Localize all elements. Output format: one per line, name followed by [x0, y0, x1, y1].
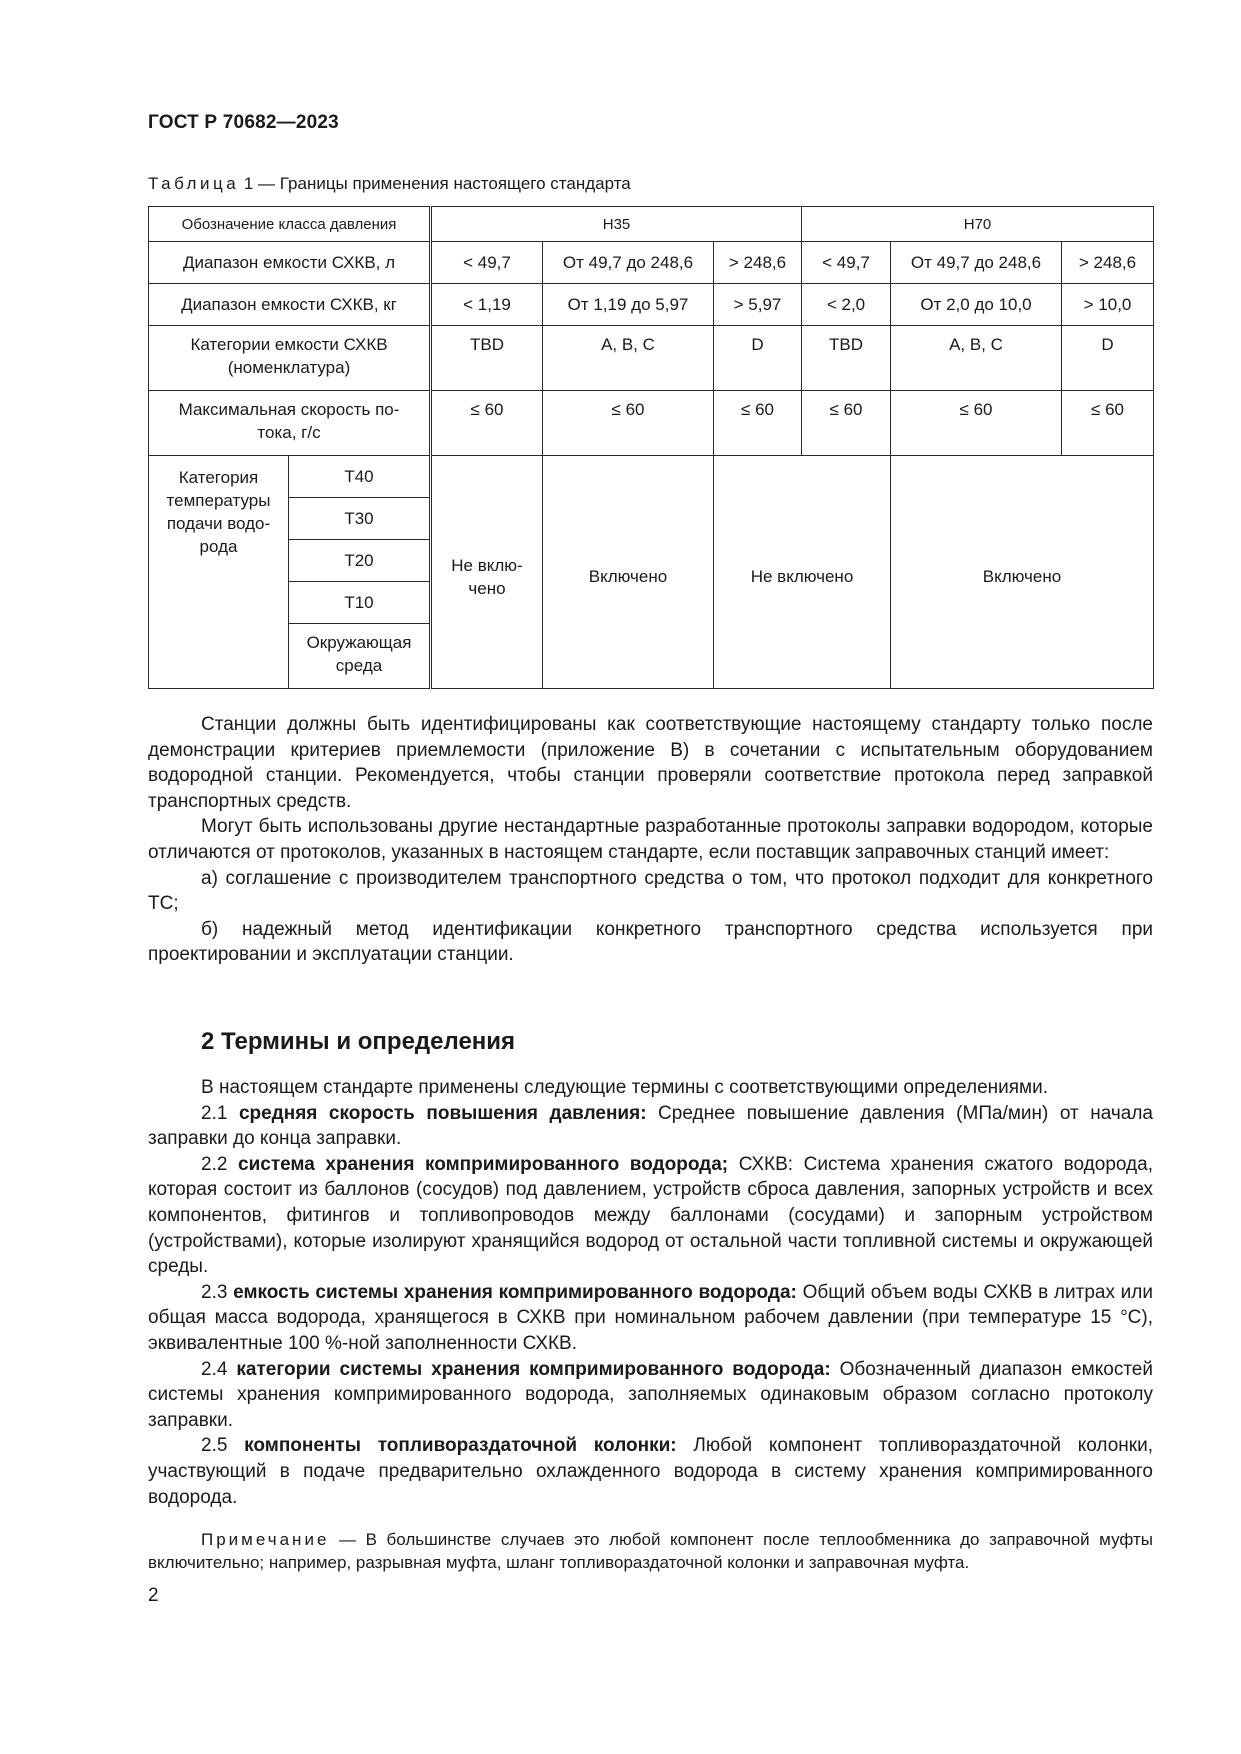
temp-category-ambient: [289, 624, 431, 689]
table-cell: D: [1062, 326, 1154, 391]
table-cell: < 49,7: [802, 242, 891, 284]
table-cell: ≤ 60: [891, 391, 1062, 456]
term-number: 2.3: [201, 1281, 234, 1303]
table-cell: > 10,0: [1062, 284, 1154, 326]
list-item: б) надежный метод идентификации конкретного транспортного средства используется при проектировании и эксплуатации станции.: [148, 918, 1153, 966]
h70-mid-high-temp-status: Включено: [891, 456, 1154, 689]
term-number: 2.5: [201, 1435, 245, 1457]
table-caption: [148, 174, 631, 194]
table-cell: От 1,19 до 5,97: [543, 284, 714, 326]
definition-item: [148, 1357, 1153, 1434]
list-item: а) соглашение с производителем транспортного средства о том, что протокол подходит для конкретного ТС;: [148, 867, 1153, 915]
row-label-line: тока, г/с: [257, 423, 321, 442]
table-cell: От 49,7 до 248,6: [891, 242, 1062, 284]
table-cell: TBD: [802, 326, 891, 391]
term-number: 2.4: [201, 1358, 237, 1380]
paragraph: Могут быть использованы другие нестандартные разработанные протоколы заправки водородом, которые отличаются от протоколов, указанных в настоящем стандарте, если поставщик заправочных станций имеет:: [148, 816, 1153, 863]
row-label: [149, 326, 431, 391]
table-cell: > 248,6: [1062, 242, 1154, 284]
label-line: Окружающая: [306, 633, 412, 652]
definition-item: [148, 1433, 1153, 1510]
definition-item: [148, 1152, 1153, 1280]
note-label: Примечание: [201, 1530, 330, 1549]
table-row: [149, 456, 1154, 498]
table-header-row: [149, 207, 1154, 242]
paragraph: Станции должны быть идентифицированы как соответствующие настоящему стандарту только после демонстрации критериев приемлемости (приложение В) в сочетании с испытательным оборудованием водородной станции. Рекомендуется, чтобы станции проверяли соответствие протокола перед заправкой транспортных средств.: [148, 714, 1153, 812]
section-title: 2 Термины и определения: [201, 1028, 516, 1055]
h35-header: Н35: [431, 207, 802, 242]
body-paragraphs: [148, 712, 1153, 968]
row-label-line: Максимальная скорость по-: [178, 400, 400, 419]
term: система хранения компримированного водорода;: [238, 1153, 729, 1175]
table-cell: От 2,0 до 10,0: [891, 284, 1062, 326]
table-cell: ≤ 60: [543, 391, 714, 456]
table-cell: ≤ 60: [802, 391, 891, 456]
limits-table: [148, 206, 1154, 689]
section-intro: В настоящем стандарте применены следующие термины с соответствующими определениями.: [201, 1077, 1048, 1098]
status-line: Не вклю-: [451, 555, 523, 575]
document-code: ГОСТ Р 70682—2023: [148, 112, 339, 133]
term-definition: Общий объем воды СХКВ в литрах или общая масса водорода, хранящегося в СХКВ при номинальном рабочем давлении (при температуре 15 °С), эквивалентные 100 %-ной заполненности СХКВ.: [148, 1281, 1153, 1354]
definitions: [148, 1075, 1153, 1510]
page-number: 2: [148, 1585, 159, 1606]
note-text: [148, 1528, 1153, 1574]
note-body: — В большинстве случаев это любой компонент после теплообменника до заправочной муфты включительно; например, разрывная муфта, шланг топливораздаточной колонки и заправочная муфта.: [148, 1530, 1153, 1572]
table-cell: ≤ 60: [714, 391, 802, 456]
table-cell: < 2,0: [802, 284, 891, 326]
status-line: чено: [468, 578, 506, 598]
h35-mid-temp-status: Включено: [543, 456, 714, 689]
table-row: [149, 242, 1154, 284]
temp-category-t40: Т40: [289, 456, 431, 498]
table-row: [149, 391, 1154, 456]
table-row: [149, 326, 1154, 391]
note: [148, 1528, 1153, 1574]
label-line: среда: [335, 656, 383, 675]
temp-category-t10: Т10: [289, 582, 431, 624]
table-cell: От 49,7 до 248,6: [543, 242, 714, 284]
term-definition: Любой компонент топливораздаточной колонки, участвующий в подаче предварительно охлажденного водорода в систему хранения компримированного водорода.: [148, 1435, 1153, 1508]
table-row: [149, 284, 1154, 326]
table-cell: A, B, C: [891, 326, 1062, 391]
term: емкость системы хранения компримированного водорода:: [233, 1281, 797, 1303]
table-cell: > 5,97: [714, 284, 802, 326]
term-number: 2.2: [201, 1153, 238, 1175]
label-line: Категория: [178, 468, 259, 487]
label-line: рода: [199, 537, 238, 556]
definition-item: [148, 1280, 1153, 1357]
term-number: 2.1: [201, 1102, 239, 1124]
table-caption-text: 1 — Границы применения настоящего стандарта: [239, 174, 631, 193]
temperature-category-label: [149, 456, 289, 689]
term: категории системы хранения компримированного водорода:: [236, 1358, 831, 1380]
table-cell: A, B, C: [543, 326, 714, 391]
term-definition: Среднее повышение давления (МПа/мин) от начала заправки до конца заправки.: [148, 1102, 1153, 1150]
temp-category-t30: Т30: [289, 498, 431, 540]
table-cell: < 49,7: [431, 242, 543, 284]
table-cell: TBD: [431, 326, 543, 391]
term-definition: СХКВ: Система хранения сжатого водорода, которая состоит из баллонов (сосудов) под давлением, устройств сброса давления, запорных устройств и всех компонентов, фитингов и топливопроводов между баллонами (сосудами) и запорным устройством (устройствами), которые изолируют хранящийся водород от остальной части топливной системы и окружающей среды.: [148, 1153, 1153, 1278]
table-cell: ≤ 60: [1062, 391, 1154, 456]
table-cell: > 248,6: [714, 242, 802, 284]
pressure-class-label: Обозначение класса давления: [149, 207, 431, 242]
label-line: температуры: [166, 491, 271, 510]
term: компоненты топливораздаточной колонки:: [244, 1435, 677, 1457]
h70-header: Н70: [802, 207, 1154, 242]
temp-category-t20: Т20: [289, 540, 431, 582]
row-label: Диапазон емкости СХКВ, л: [149, 242, 431, 284]
table-cell: ≤ 60: [431, 391, 543, 456]
term-definition: Обозначенный диапазон емкостей системы хранения компримированного водорода, заполняемых одинаковым образом согласно протоколу заправки.: [148, 1358, 1153, 1431]
definition-item: [148, 1101, 1153, 1152]
term: средняя скорость повышения давления:: [238, 1102, 647, 1124]
row-label-line: (номенклатура): [227, 358, 351, 377]
label-line: подачи водо-: [166, 514, 271, 533]
row-label: [149, 391, 431, 456]
table-caption-word: Таблица: [148, 174, 240, 193]
h35-low-temp-status: [431, 456, 543, 689]
h35-high-h70-low-temp-status: Не включено: [714, 456, 891, 689]
table-cell: < 1,19: [431, 284, 543, 326]
row-label-line: Категории емкости СХКВ: [190, 335, 388, 354]
row-label: Диапазон емкости СХКВ, кг: [149, 284, 431, 326]
table-cell: D: [714, 326, 802, 391]
